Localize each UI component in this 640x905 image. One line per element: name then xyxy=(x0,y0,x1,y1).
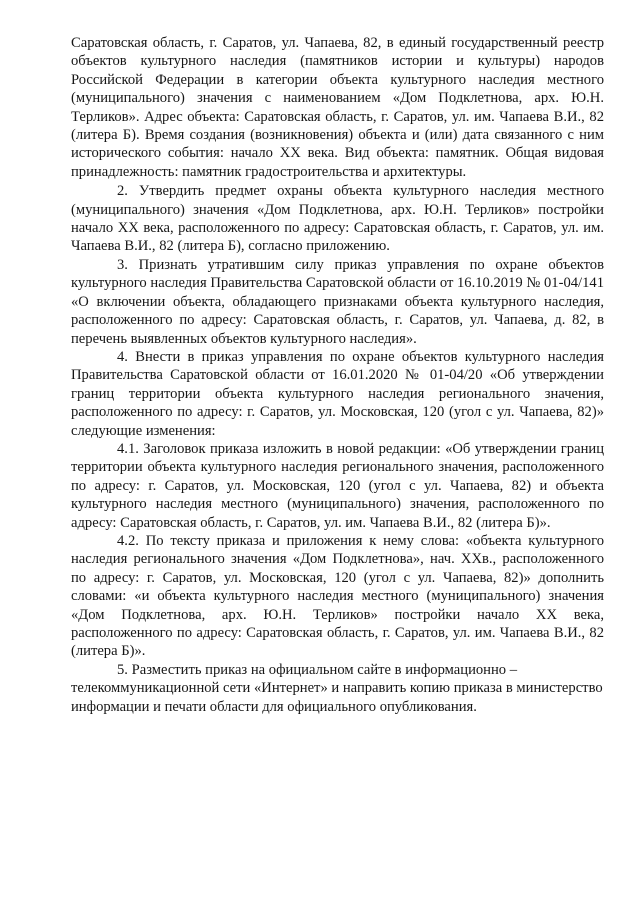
paragraph-4-amend-order: 4. Внести в приказ управления по охране объектов культурного наследия Правительства Саратовской области от 16.01.2020 № 01-04/20 «Об утверждении границ территории объекта культурного наследия регионального значения, расположенного по адресу: г. Саратов, ул. Московская, 120 (угол с ул. Чапаева, 82)» следующие изменения: xyxy=(71,348,604,439)
paragraph-2-protection-subject: 2. Утвердить предмет охраны объекта культурного наследия местного (муниципального) значения «Дом Подклетнова, арх. Ю.Н. Терликов» постройки начало XX века, расположенного по адресу: Саратовская область, г. Саратов, ул. им. Чапаева В.И., 82 (литера Б), согласно приложению. xyxy=(71,183,604,255)
paragraph-4-2-text-change: 4.2. По тексту приказа и приложения к нему слова: «объекта культурного наследия регионального значения «Дом Подклетнова», нач. XXв., расположенного по адресу: г. Саратов, ул. Московская, 120 (угол с ул. Чапаева, 82)» дополнить словами: «и объекта культурного наследия местного (муниципального) значения «Дом Подклетнова, арх. Ю.Н. Терликов» постройки начало XX века, расположенного по адресу: Саратовская область, г. Саратов, ул. им. Чапаева В.И., 82 (литера Б)». xyxy=(71,532,604,660)
paragraph-3-revoke-order: 3. Признать утратившим силу приказ управления по охране объектов культурного наследия Правительства Саратовской области от 16.10.2019 № 01-04/141 «О включении объекта, обладающего признаками объекта культурного наследия, расположенного по адресу: Саратовская область, г. Саратов, ул. Чапаева, д. 82, в перечень выявленных объектов культурного наследия». xyxy=(71,256,604,347)
paragraph-4-1-title-change: 4.1. Заголовок приказа изложить в новой редакции: «Об утверждении границ территории объекта культурного наследия регионального значения, расположенного по адресу: г. Саратов, ул. Московская, 120 (угол с ул. Чапаева, 82) и объекта культурного наследия местного (муниципального) значения, расположенного по адресу: Саратовская область, г. Саратов, ул. им. Чапаева В.И., 82 (литера Б)». xyxy=(71,440,604,531)
paragraph-5-publication: 5. Разместить приказ на официальном сайте в информационно – телекоммуникационной сети «Интернет» и направить копию приказа в министерство информации и печати области для официального опубликования. xyxy=(71,661,603,715)
paragraph-object-inclusion: Саратовская область, г. Саратов, ул. Чапаева, 82, в единый государственный реестр объектов культурного наследия (памятников истории и культуры) народов Российской Федерации в категории объекта культурного наследия местного (муниципального) значения с наименованием «Дом Подклетнова, арх. Ю.Н. Терликов». Адрес объекта: Саратовская область, г. Саратов, ул. им. Чапаева В.И., 82 (литера Б). Время создания (возникновения) объекта и (или) дата связанного с ним исторического события: начало XX века. Вид объекта: памятник. Общая видовая принадлежность: памятник градостроительства и архитектуры. xyxy=(71,35,604,180)
